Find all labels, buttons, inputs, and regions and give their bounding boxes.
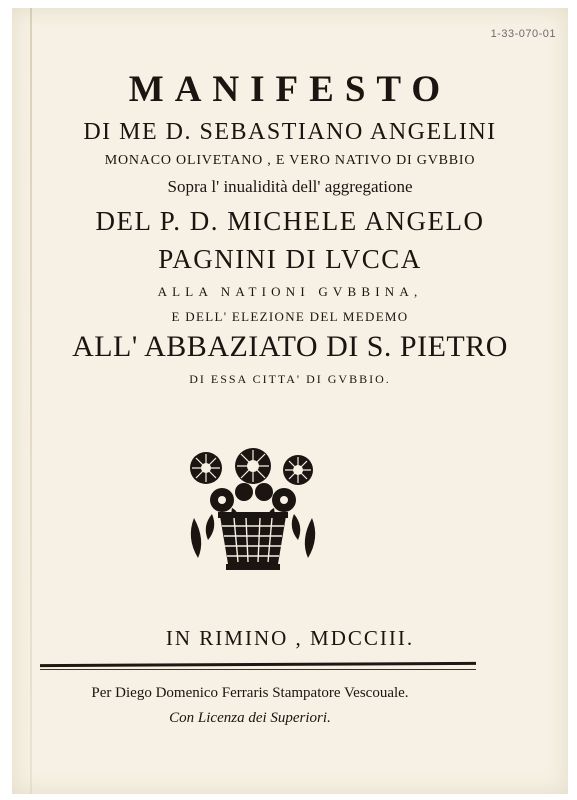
election-line: E DELL' ELEZIONE DEL MEDEMO: [171, 309, 409, 324]
author-line: DI ME D. SEBASTIANO ANGELINI: [83, 119, 497, 145]
subject-line: Sopra l' inualidità dell' aggregatione: [167, 177, 413, 196]
divider-rule: [40, 662, 476, 667]
imprint-line: IN RIMINO , MDCCIII.: [165, 626, 415, 650]
license-line: Con Licenza dei Superiori.: [169, 710, 331, 726]
person-line-1: DEL P. D. MICHELE ANGELO: [95, 206, 485, 236]
abbey-line: ALL' ABBAZIATO DI S. PIETRO: [72, 330, 508, 363]
printer-line: Per Diego Domenico Ferraris Stampatore Vescouale.: [91, 685, 409, 701]
nation-line: ALLA NATIONI GVBBINA,: [157, 284, 423, 299]
divider-rule-thin: [40, 669, 476, 670]
person-line-2: PAGNINI DI LVCCA: [158, 244, 422, 274]
archive-note: 1-33-070-01: [490, 28, 556, 40]
title-page: [12, 8, 568, 794]
order-line: MONACO OLIVETANO , E VERO NATIVO DI GVBBIO: [104, 153, 476, 168]
flower-basket-woodcut-icon: [184, 448, 322, 576]
city-line: DI ESSA CITTA' DI GVBBIO.: [189, 372, 391, 386]
document-title: MANIFESTO: [128, 69, 452, 110]
